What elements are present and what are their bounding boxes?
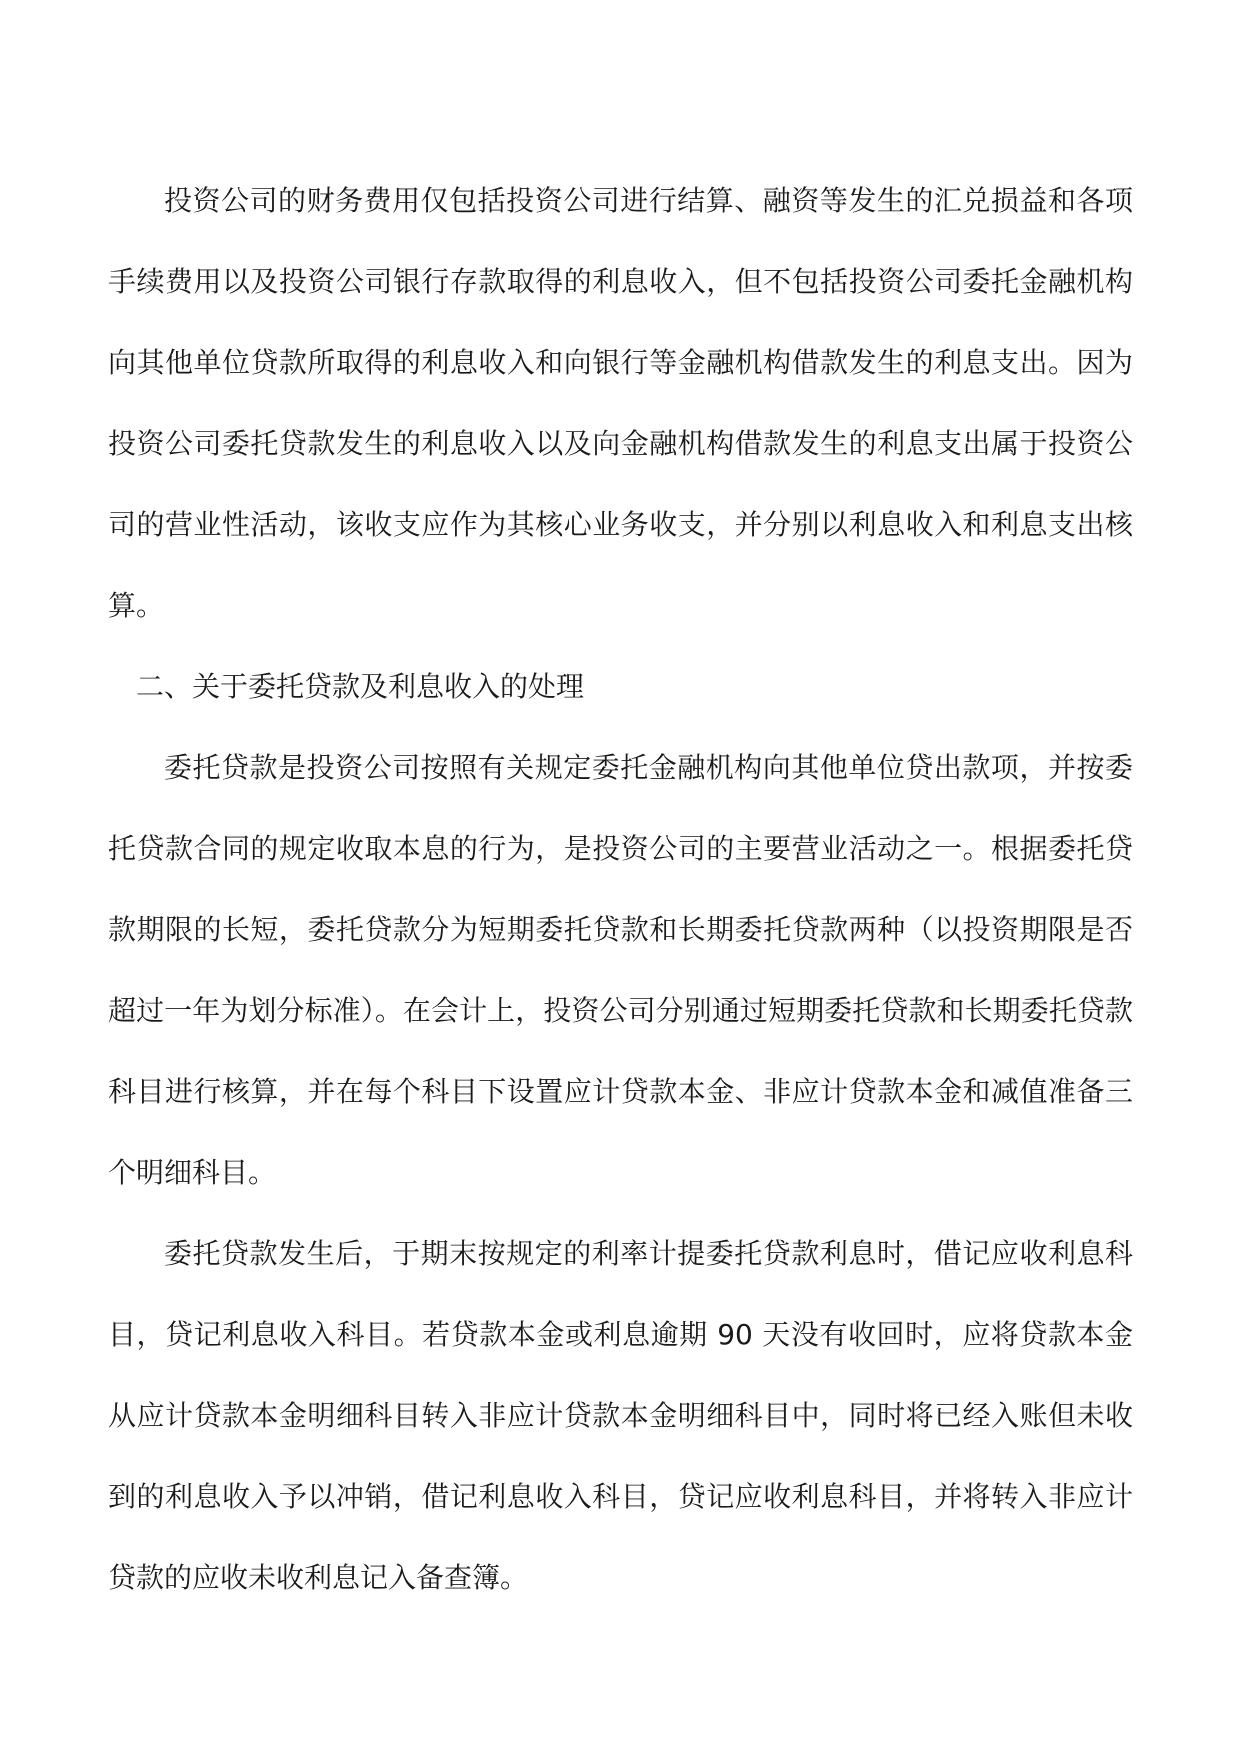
section-heading-entrusted-loans: 二、关于委托贷款及利息收入的处理 [136, 670, 585, 703]
paragraph-financial-expenses: 投资公司的财务费用仅包括投资公司进行结算、融资等发生的汇兑损益和各项手续费用以及投资公司银行存款取得的利息收入，但不包括投资公司委托金融机构向其他单位贷款所取得的利息收入和向银行等金融机构借款发生的利息支出。因为投资公司委托贷款发生的利息收入以及向金融机构借款发生的利息支出属于投资公司的营业性活动，该收支应作为其核心业务收支，并分别以利息收入和利息支出核算。 [108, 184, 1133, 622]
paragraph-entrusted-loan-definition: 委托贷款是投资公司按照有关规定委托金融机构向其他单位贷出款项，并按委托贷款合同的规定收取本息的行为，是投资公司的主要营业活动之一。根据委托贷款期限的长短，委托贷款分为短期委托贷款和长期委托贷款两种（以投资期限是否超过一年为划分标准）。在会计上，投资公司分别通过短期委托贷款和长期委托贷款科目进行核算，并在每个科目下设置应计贷款本金、非应计贷款本金和减值准备三个明细科目。 [108, 751, 1133, 1189]
document-page [108, 160, 1133, 1618]
paragraph-interest-accounting: 委托贷款发生后，于期末按规定的利率计提委托贷款利息时，借记应收利息科目，贷记利息收入科目。若贷款本金或利息逾期 90 天没有收回时，应将贷款本金从应计贷款本金明细科目转入非应计贷款本金明细科目中，同时将已经入账但未收到的利息收入予以冲销，借记利息收入科目，贷记应收利息科目，并将转入非应计贷款的应收未收利息记入备查簿。 [108, 1237, 1133, 1594]
